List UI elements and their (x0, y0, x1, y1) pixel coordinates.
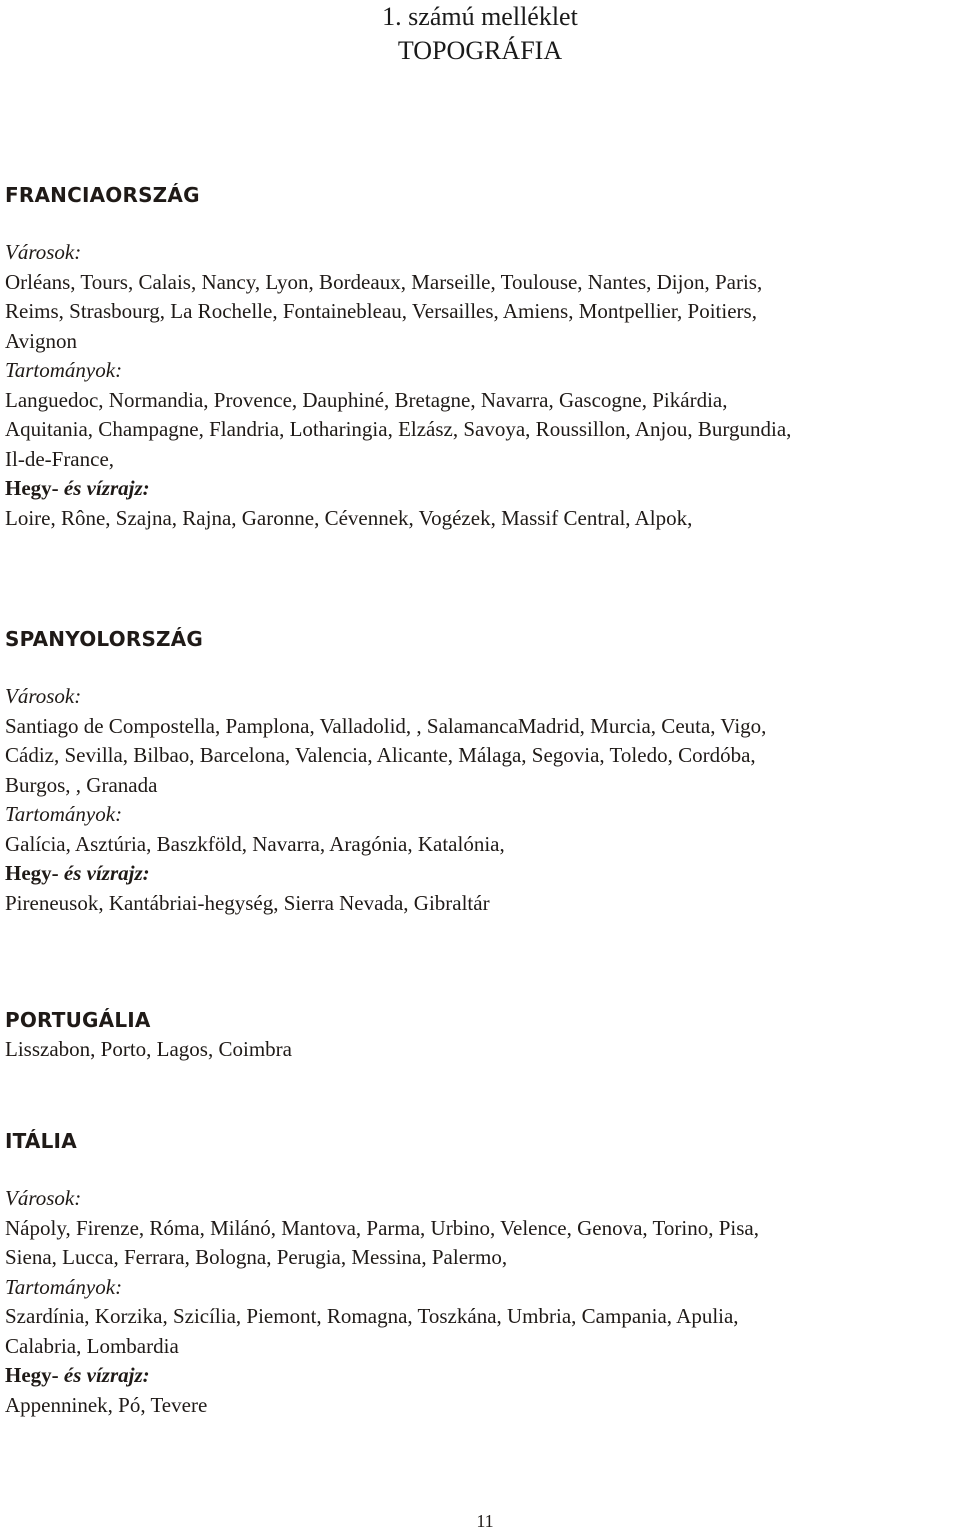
text-line: Pireneusok, Kantábriai-hegység, Sierra Nevada, Gibraltár (5, 890, 490, 915)
spain-mountains-text (5, 889, 945, 919)
country-heading-france: FRANCIAORSZÁG (5, 183, 200, 207)
text-line: Cádiz, Sevilla, Bilbao, Barcelona, Valencia, Alicante, Málaga, Segovia, Toledo, Cordóba, (5, 743, 756, 767)
text-line: Burgos, , Granada (5, 772, 158, 797)
country-heading-portugal: PORTUGÁLIA (5, 1008, 151, 1032)
text-line: Santiago de Compostella, Pamplona, Valladolid, , SalamancaMadrid, Murcia, Ceuta, Vigo, (5, 713, 767, 738)
cities-label: Városok: (5, 684, 82, 708)
mountains-label-prefix: Hegy- (5, 1363, 59, 1387)
cities-label: Városok: (5, 1186, 82, 1210)
mountains-label-suffix: és vízrajz: (58, 861, 150, 885)
section-france (5, 180, 945, 533)
spain-provinces-text (5, 830, 945, 860)
text-line: Aquitania, Champagne, Flandria, Lotharingia, Elzász, Savoya, Roussillon, Anjou, Burgundia, (5, 417, 792, 441)
italy-provinces-text (5, 1302, 945, 1361)
section-italy (5, 1126, 945, 1420)
section-portugal (5, 1005, 945, 1065)
text-line: Nápoly, Firenze, Róma, Milánó, Mantova, Parma, Urbino, Velence, Genova, Torino, Pisa, (5, 1215, 759, 1240)
text-line: Avignon (5, 328, 77, 353)
text-line: Galícia, Asztúria, Baszkföld, Navarra, Aragónia, Katalónia, (5, 831, 505, 856)
mountains-label (5, 474, 945, 504)
mountains-label (5, 859, 945, 889)
text-line: Lisszabon, Porto, Lagos, Coimbra (5, 1037, 292, 1061)
mountains-label (5, 1361, 945, 1391)
france-mountains-text (5, 504, 945, 534)
provinces-label: Tartományok: (5, 358, 123, 382)
france-cities-text (5, 268, 945, 357)
section-spain (5, 624, 945, 918)
document-main-title: TOPOGRÁFIA (397, 36, 563, 65)
text-line: Appenninek, Pó, Tevere (5, 1392, 208, 1417)
italy-cities-text (5, 1214, 945, 1273)
text-line: Il-de-France, (5, 446, 115, 471)
france-provinces-text (5, 386, 945, 475)
mountains-label-prefix: Hegy- (5, 476, 59, 500)
text-line: Siena, Lucca, Ferrara, Bologna, Perugia, Messina, Palermo, (5, 1245, 508, 1269)
document-annex-title: 1. számú melléklet (382, 2, 578, 31)
text-line: Calabria, Lombardia (5, 1333, 179, 1358)
country-heading-italy: ITÁLIA (5, 1129, 77, 1153)
text-line: Szardínia, Korzika, Szicília, Piemont, Romagna, Toszkána, Umbria, Campania, Apulia, (5, 1304, 739, 1328)
mountains-label-prefix: Hegy- (5, 861, 59, 885)
mountains-label-suffix: és vízrajz: (58, 476, 150, 500)
italy-mountains-text (5, 1391, 945, 1421)
spain-cities-text (5, 712, 945, 801)
country-heading-spain: SPANYOLORSZÁG (5, 627, 204, 651)
provinces-label: Tartományok: (5, 802, 123, 826)
text-line: Orléans, Tours, Calais, Nancy, Lyon, Bordeaux, Marseille, Toulouse, Nantes, Dijon, Paris, (5, 269, 763, 294)
text-line: Languedoc, Normandia, Provence, Dauphiné, Bretagne, Navarra, Gascogne, Pikárdia, (5, 387, 728, 412)
provinces-label: Tartományok: (5, 1274, 123, 1299)
portugal-cities-text (5, 1035, 945, 1065)
page-number: 11 (476, 1511, 494, 1531)
text-line: Reims, Strasbourg, La Rochelle, Fontainebleau, Versailles, Amiens, Montpellier, Poitiers, (5, 299, 757, 323)
mountains-label-suffix: és vízrajz: (58, 1363, 150, 1387)
cities-label: Városok: (5, 240, 82, 264)
text-line: Loire, Rône, Szajna, Rajna, Garonne, Cévennek, Vogézek, Massif Central, Alpok, (5, 505, 693, 530)
